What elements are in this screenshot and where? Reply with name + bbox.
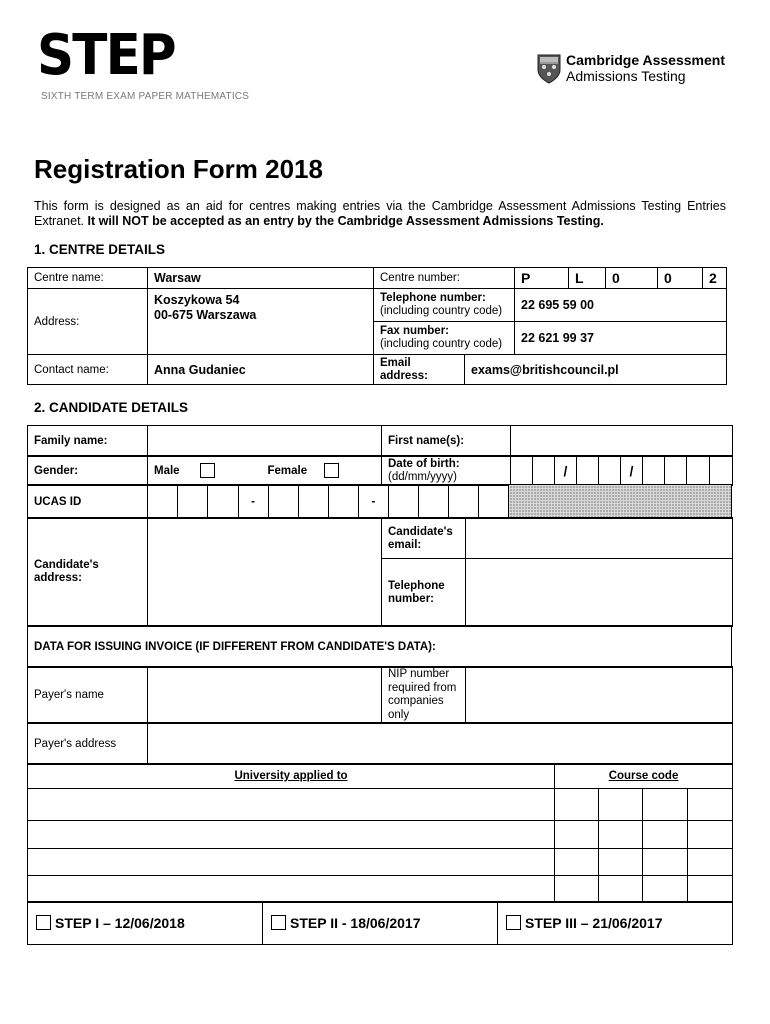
candidate-address-label-line-1: Candidate's bbox=[34, 559, 99, 571]
dob-y2[interactable] bbox=[665, 456, 687, 486]
university-header-text: University applied to bbox=[234, 770, 348, 782]
address-label: Address: bbox=[28, 289, 148, 355]
candidate-phone-label-line-1: Telephone bbox=[388, 579, 445, 592]
dob-y4[interactable] bbox=[710, 456, 733, 486]
fax-label-text: Fax number: bbox=[380, 325, 450, 337]
male-label: Male bbox=[154, 464, 180, 477]
address-line-1: Koszykowa 54 bbox=[154, 293, 240, 307]
centre-number-digit-5[interactable]: 2 bbox=[703, 268, 727, 289]
nip-label-line-1: NIP number bbox=[388, 668, 450, 680]
payer-address-label: Payer's address bbox=[28, 723, 148, 765]
course-code-cell[interactable] bbox=[688, 849, 733, 876]
page-title: Registration Form 2018 bbox=[34, 154, 323, 184]
candidate-phone-label bbox=[382, 559, 466, 627]
fax-label bbox=[374, 322, 515, 355]
course-code-cell[interactable] bbox=[643, 849, 688, 876]
ucas-digit[interactable] bbox=[268, 485, 298, 519]
female-label: Female bbox=[267, 464, 308, 477]
nip-field[interactable] bbox=[466, 667, 733, 724]
centre-number-digit-1[interactable]: P bbox=[515, 268, 569, 289]
female-option[interactable] bbox=[262, 456, 382, 486]
dob-label bbox=[382, 456, 511, 486]
org-subname: Admissions Testing bbox=[566, 68, 686, 84]
fax-hint: (including country code) bbox=[380, 338, 503, 350]
ucas-digit[interactable] bbox=[208, 485, 238, 519]
invoice-heading: DATA FOR ISSUING INVOICE (IF DIFFERENT FROM CANDIDATE'S DATA): bbox=[28, 626, 732, 668]
dob-m1[interactable] bbox=[577, 456, 599, 486]
ucas-label: UCAS ID bbox=[28, 485, 148, 519]
email-label-line-1: Email bbox=[380, 356, 411, 369]
course-code-cell[interactable] bbox=[688, 876, 733, 903]
course-code-cell[interactable] bbox=[555, 876, 599, 903]
candidate-contact-block bbox=[27, 517, 733, 627]
ucas-digit[interactable] bbox=[178, 485, 208, 519]
course-code-cell[interactable] bbox=[599, 849, 643, 876]
centre-number-label: Centre number: bbox=[374, 268, 515, 289]
first-names-label: First name(s): bbox=[382, 426, 511, 457]
course-code-cell[interactable] bbox=[643, 789, 688, 821]
nip-label-line-4: only bbox=[388, 708, 410, 721]
telephone-label bbox=[374, 289, 515, 322]
contact-name-label: Contact name: bbox=[28, 355, 148, 385]
step-logo-subtitle: SIXTH TERM EXAM PAPER MATHEMATICS bbox=[41, 91, 250, 102]
candidate-details-heading: 2. CANDIDATE DETAILS bbox=[34, 400, 189, 415]
centre-number-digit-3[interactable]: 0 bbox=[606, 268, 658, 289]
family-name-label: Family name: bbox=[28, 426, 148, 457]
centre-name-label: Centre name: bbox=[28, 268, 148, 289]
step-options-row bbox=[27, 901, 733, 945]
male-option[interactable] bbox=[148, 456, 262, 486]
course-code-cell[interactable] bbox=[555, 789, 599, 821]
course-code-cell[interactable] bbox=[555, 821, 599, 849]
cambridge-shield-icon bbox=[537, 54, 561, 84]
candidate-address-label-line-2: address: bbox=[34, 572, 82, 584]
candidate-email-label bbox=[382, 518, 466, 559]
step-3-checkbox[interactable] bbox=[506, 915, 521, 930]
ucas-digit[interactable] bbox=[148, 485, 178, 519]
centre-details-table bbox=[27, 267, 727, 385]
candidate-email-label-line-2: email: bbox=[388, 539, 422, 551]
step-2-label: STEP II - 18/06/2017 bbox=[290, 914, 421, 931]
university-table bbox=[27, 763, 733, 903]
payer-name-field[interactable] bbox=[148, 667, 382, 724]
step-1-label: STEP I – 12/06/2018 bbox=[55, 914, 185, 931]
ucas-digit[interactable] bbox=[449, 485, 479, 519]
university-header bbox=[28, 764, 555, 789]
female-checkbox[interactable] bbox=[324, 463, 339, 478]
ucas-digit[interactable] bbox=[328, 485, 358, 519]
dob-d2[interactable] bbox=[533, 456, 555, 486]
ucas-shaded-area bbox=[509, 485, 732, 519]
course-code-header bbox=[555, 764, 733, 789]
candidate-email-label-line-1: Candidate's bbox=[388, 526, 453, 538]
centre-details-heading: 1. CENTRE DETAILS bbox=[34, 242, 166, 257]
ucas-row bbox=[27, 484, 732, 519]
contact-name-value[interactable]: Anna Gudaniec bbox=[148, 355, 374, 385]
course-code-cell[interactable] bbox=[688, 821, 733, 849]
ucas-digit[interactable] bbox=[388, 485, 418, 519]
centre-name-value[interactable]: Warsaw bbox=[148, 268, 374, 289]
nip-label-line-3: companies bbox=[388, 695, 444, 707]
nip-label bbox=[382, 667, 466, 724]
dob-y1[interactable] bbox=[643, 456, 665, 486]
course-code-header-text: Course code bbox=[608, 770, 679, 782]
dob-label-text: Date of birth: bbox=[388, 457, 460, 470]
intro-text: This form is designed as an aid for centres making entries via the Cambridge Assessment Admissions Testing Entries Extranet. bbox=[34, 199, 726, 228]
step-3-label: STEP III – 21/06/2017 bbox=[525, 914, 663, 931]
candidate-phone-field[interactable] bbox=[466, 559, 733, 627]
candidate-name-row bbox=[27, 425, 733, 457]
dob-y3[interactable] bbox=[687, 456, 710, 486]
dob-d1[interactable] bbox=[511, 456, 533, 486]
telephone-value[interactable]: 22 695 59 00 bbox=[515, 289, 727, 322]
male-checkbox[interactable] bbox=[200, 463, 215, 478]
course-code-cell[interactable] bbox=[688, 789, 733, 821]
course-code-cell[interactable] bbox=[643, 821, 688, 849]
university-field-1[interactable] bbox=[28, 789, 555, 821]
candidate-address-label bbox=[28, 518, 148, 627]
family-name-field[interactable] bbox=[148, 426, 382, 457]
step-3-option[interactable] bbox=[498, 902, 733, 945]
email-value[interactable]: exams@britishcouncil.pl bbox=[465, 355, 727, 385]
ucas-dash-2: - bbox=[358, 485, 388, 519]
email-label bbox=[374, 355, 465, 385]
course-code-cell[interactable] bbox=[599, 821, 643, 849]
gender-dob-row bbox=[27, 455, 733, 486]
candidate-phone-label-line-2: number: bbox=[388, 592, 434, 605]
payer-name-row bbox=[27, 666, 733, 724]
gender-label: Gender: bbox=[28, 456, 148, 486]
course-code-cell[interactable] bbox=[599, 789, 643, 821]
fax-value[interactable]: 22 621 99 37 bbox=[515, 322, 727, 355]
centre-number-digit-2[interactable]: L bbox=[569, 268, 606, 289]
telephone-label-text: Telephone number: bbox=[380, 292, 486, 304]
payer-address-row bbox=[27, 722, 733, 765]
ucas-digit[interactable] bbox=[419, 485, 449, 519]
step-1-option[interactable] bbox=[28, 902, 263, 945]
payer-address-field[interactable] bbox=[148, 723, 733, 765]
step-1-checkbox[interactable] bbox=[36, 915, 51, 930]
university-field-3[interactable] bbox=[28, 849, 555, 876]
university-field-4[interactable] bbox=[28, 876, 555, 903]
dob-m2[interactable] bbox=[599, 456, 621, 486]
step-2-checkbox[interactable] bbox=[271, 915, 286, 930]
telephone-hint: (including country code) bbox=[380, 305, 503, 317]
intro-warning: It will NOT be accepted as an entry by the Cambridge Assessment Admissions Testing. bbox=[87, 214, 604, 228]
dob-slash-2: / bbox=[621, 456, 643, 486]
ucas-dash-1: - bbox=[238, 485, 268, 519]
centre-number-digit-4[interactable]: 0 bbox=[658, 268, 703, 289]
dob-hint: (dd/mm/yyyy) bbox=[388, 470, 457, 483]
address-line-2: 00-675 Warszawa bbox=[154, 308, 257, 322]
candidate-address-field[interactable] bbox=[148, 518, 382, 627]
email-label-line-2: address: bbox=[380, 369, 428, 382]
course-code-cell[interactable] bbox=[555, 849, 599, 876]
address-value[interactable] bbox=[148, 289, 374, 355]
course-code-cell[interactable] bbox=[643, 876, 688, 903]
ucas-digit[interactable] bbox=[298, 485, 328, 519]
payer-name-label: Payer's name bbox=[28, 667, 148, 724]
nip-label-line-2: required from bbox=[388, 681, 457, 694]
dob-slash-1: / bbox=[555, 456, 577, 486]
step-logo: STEP bbox=[37, 23, 175, 88]
first-names-field[interactable] bbox=[511, 426, 733, 457]
intro-paragraph bbox=[34, 199, 726, 229]
course-code-cell[interactable] bbox=[599, 876, 643, 903]
ucas-digit[interactable] bbox=[479, 485, 509, 519]
university-field-2[interactable] bbox=[28, 821, 555, 849]
step-2-option[interactable] bbox=[263, 902, 498, 945]
candidate-email-field[interactable] bbox=[466, 518, 733, 559]
invoice-heading-row bbox=[27, 625, 732, 668]
org-name: Cambridge Assessment bbox=[566, 52, 725, 68]
